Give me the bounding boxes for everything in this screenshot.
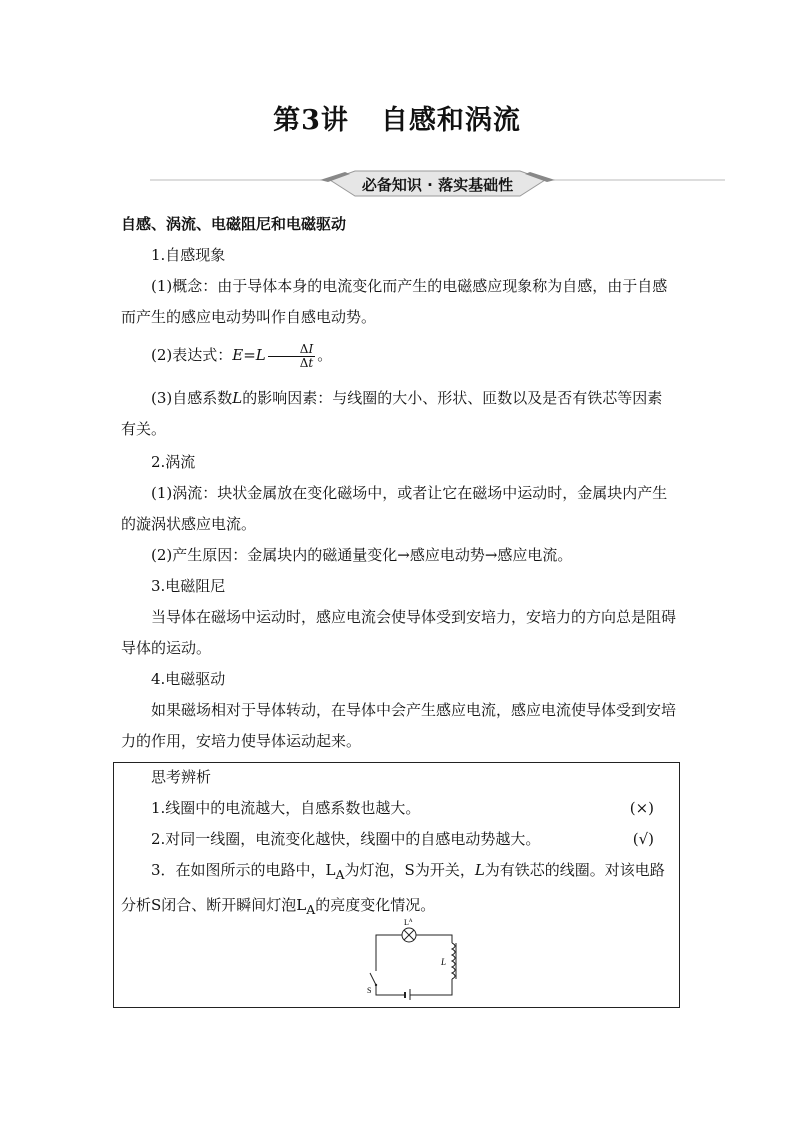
fraction-numerator xyxy=(268,343,316,357)
coil-label: L xyxy=(441,957,447,967)
lecture-number: 第3讲 xyxy=(273,105,349,136)
box-title: 思考辨析 xyxy=(151,768,212,786)
sec1-formula xyxy=(121,340,676,371)
section-banner xyxy=(150,170,725,198)
den-delta: Δ xyxy=(299,355,309,370)
q1-mark: (×) xyxy=(629,799,654,817)
factors-var: L xyxy=(232,389,243,407)
sec1-title: 1.自感现象 xyxy=(151,246,226,264)
num-delta: Δ xyxy=(299,341,309,356)
switch-symbol xyxy=(370,973,376,985)
q3-coil-var: L xyxy=(474,861,485,879)
sec4-title: 4.电磁驱动 xyxy=(151,670,226,688)
formula-e: E xyxy=(232,346,244,364)
q3-part-a: 3．在如图所示的电路中，L xyxy=(151,861,336,879)
sec4-text: 如果磁场相对于导体转动，在导体中会产生感应电流，感应电流使导体受到安培力的作用，安培力使导体运动起来。 xyxy=(121,701,677,750)
coil-symbol xyxy=(452,943,455,979)
formula-fraction xyxy=(268,343,316,370)
lamp-label: $L^A$ xyxy=(404,918,413,927)
banner-text: 必备知识 · 落实基础性 xyxy=(361,176,514,194)
page-title xyxy=(0,98,794,137)
q3-part-b: 为灯泡，S为开关， xyxy=(344,861,475,879)
formula-l: L xyxy=(255,346,266,364)
sec1-factors xyxy=(121,383,676,445)
wire-right xyxy=(410,979,452,995)
formula-suffix: 。 xyxy=(317,346,333,364)
den-var: t xyxy=(308,355,314,370)
factors-prefix: (3)自感系数 xyxy=(151,389,233,407)
wire-bottom xyxy=(376,985,405,995)
question-2 xyxy=(121,824,676,855)
switch-label: S xyxy=(367,986,372,995)
question-1 xyxy=(121,793,676,824)
sec2-eddy: (1)涡流：块状金属放在变化磁场中，或者让它在磁场中运动时，金属块内产生的漩涡状感应电流。 xyxy=(121,484,668,533)
num-var: I xyxy=(308,341,314,356)
q3-part-c: 为有铁芯的线圈。对该电路分析S闭合、断开瞬间灯泡L xyxy=(121,861,665,914)
q2-text: 2.对同一线圈，电流变化越快，线圈中的自感电动势越大。 xyxy=(151,830,541,848)
q3-sub-a: A xyxy=(335,867,345,882)
formula-eq: = xyxy=(243,346,256,364)
sec2-title: 2.涡流 xyxy=(151,453,196,471)
factors-suffix: 的影响因素：与线圈的大小、形状、匝数以及是否有铁芯等因素有关。 xyxy=(121,389,663,438)
sec3-title: 3.电磁阻尼 xyxy=(151,577,226,595)
section-heading: 自感、涡流、电磁阻尼和电磁驱动 xyxy=(121,215,347,233)
sec1-concept: (1)概念：由于导体本身的电流变化而产生的电磁感应现象称为自感，由于自感而产生的感应电动势叫作自感电动势。 xyxy=(121,277,668,326)
lecture-topic: 自感和涡流 xyxy=(380,105,521,136)
sec3-text: 当导体在磁场中运动时，感应电流会使导体受到安培力，安培力的方向总是阻碍导体的运动。 xyxy=(121,608,677,657)
q2-mark: (√) xyxy=(632,830,654,848)
q1-text: 1.线圈中的电流越大，自感系数也越大。 xyxy=(151,799,421,817)
circuit-diagram xyxy=(364,915,464,1000)
q3-sub-b: A xyxy=(306,902,316,917)
q3-part-d: 的亮度变化情况。 xyxy=(315,896,436,914)
formula-prefix: (2)表达式： xyxy=(151,346,233,364)
fraction-denominator xyxy=(268,357,316,370)
sec2-cause: (2)产生原因：金属块内的磁通量变化→感应电动势→感应电流。 xyxy=(151,546,573,564)
